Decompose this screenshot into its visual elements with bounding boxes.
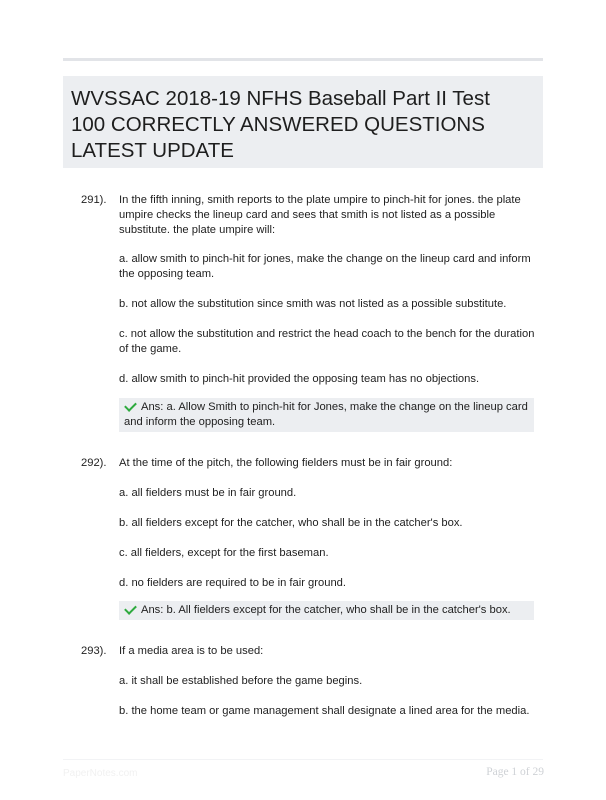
option-b: b. the home team or game management shall designate a lined area for the media.	[119, 705, 530, 717]
document-title-line-1: WVSSAC 2018-19 NFHS Baseball Part II Test	[71, 87, 490, 110]
answer-box	[119, 601, 534, 620]
option-d: d. allow smith to pinch-hit provided the opposing team has no objections.	[119, 373, 480, 385]
document-title-box	[63, 76, 543, 168]
option-d: d. no fielders are required to be in fair ground.	[119, 577, 346, 589]
document-title-line-3: LATEST UPDATE	[71, 139, 234, 162]
check-icon	[124, 602, 137, 615]
option-b: b. all fielders except for the catcher, who shall be in the catcher's box.	[119, 517, 463, 529]
option-c: c. all fielders, except for the first baseman.	[119, 547, 329, 559]
option-a: a. all fielders must be in fair ground.	[119, 487, 297, 499]
answer-text: Ans: b. All fielders except for the catcher, who shall be in the catcher's box.	[141, 604, 511, 616]
option-a: a. allow smith to pinch-hit for jones, make the change on the lineup card and inform the opposing team.	[119, 253, 531, 280]
question-number: 293).	[81, 645, 107, 657]
footer-watermark: PaperNotes.com	[63, 768, 138, 779]
check-icon	[124, 399, 137, 412]
option-c: c. not allow the substitution and restrict the head coach to the bench for the duration of the game.	[119, 328, 535, 355]
question-number: 291).	[81, 194, 107, 206]
question-number: 292).	[81, 457, 107, 469]
answer-box	[119, 398, 534, 432]
document-title-line-2: 100 CORRECTLY ANSWERED QUESTIONS	[71, 113, 485, 136]
option-b: b. not allow the substitution since smith was not listed as a possible substitute.	[119, 298, 507, 310]
top-divider	[63, 58, 543, 61]
question-text: In the fifth inning, smith reports to the plate umpire to pinch-hit for jones. the plate umpire checks the lineup card and sees that smith is not listed as a possible substitute. the plate umpire will:	[119, 194, 521, 236]
option-a: a. it shall be established before the game begins.	[119, 675, 363, 687]
answer-text: Ans: a. Allow Smith to pinch-hit for Jones, make the change on the lineup card and inform the opposing team.	[124, 401, 528, 428]
question-text: At the time of the pitch, the following fielders must be in fair ground:	[119, 457, 453, 469]
page-number: Page 1 of 29	[486, 766, 544, 778]
question-text: If a media area is to be used:	[119, 645, 264, 657]
footer-divider	[63, 759, 543, 760]
